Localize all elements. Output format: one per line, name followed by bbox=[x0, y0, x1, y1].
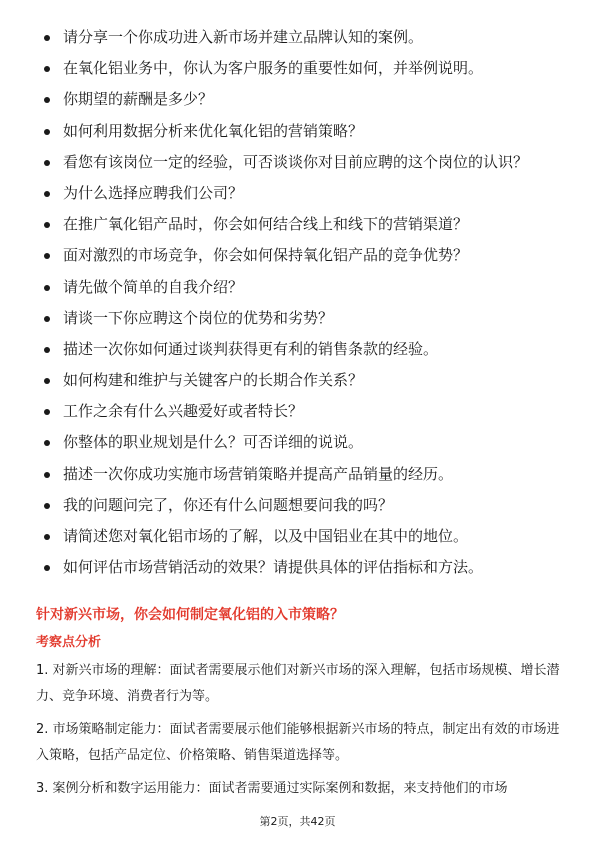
analysis-body bbox=[36, 658, 562, 810]
list-item: 看您有该岗位一定的经验，可否谈谈你对目前应聘的这个岗位的认识？ bbox=[44, 152, 564, 173]
list-item: 请先做个简单的自我介绍？ bbox=[44, 277, 564, 298]
list-item: 我的问题问完了，你还有什么问题想要问我的吗？ bbox=[44, 495, 564, 516]
bullet-icon bbox=[44, 285, 50, 291]
list-item: 描述一次你成功实施市场营销策略并提高产品销量的经历。 bbox=[44, 464, 564, 485]
bullet-icon bbox=[44, 129, 50, 135]
analysis-paragraph: 3. 案例分析和数字运用能力：面试者需要通过实际案例和数据，来支持他们的市场 bbox=[36, 781, 508, 796]
bullet-icon bbox=[44, 66, 50, 72]
analysis-paragraph: 1. 对新兴市场的理解：面试者需要展示他们对新兴市场的深入理解，包括市场规模、增长潜力、竞争环境、消费者行为等。 bbox=[36, 663, 560, 704]
list-item: 在氧化铝业务中，你认为客户服务的重要性如何，并举例说明。 bbox=[44, 58, 564, 79]
page-number: 第2页，共42页 bbox=[259, 815, 336, 828]
list-item: 描述一次你如何通过谈判获得更有利的销售条款的经验。 bbox=[44, 339, 564, 360]
list-item: 请谈一下你应聘这个岗位的优势和劣势？ bbox=[44, 308, 564, 329]
bullet-icon bbox=[44, 347, 50, 353]
bullet-icon bbox=[44, 440, 50, 446]
list-item: 你整体的职业规划是什么？可否详细的说说。 bbox=[44, 432, 564, 453]
list-item: 面对激烈的市场竞争，你会如何保持氧化铝产品的竞争优势？ bbox=[44, 245, 564, 266]
bullet-icon bbox=[44, 378, 50, 384]
bullet-icon bbox=[44, 35, 50, 41]
list-item: 你期望的薪酬是多少？ bbox=[44, 89, 564, 110]
list-item: 如何构建和维护与关键客户的长期合作关系？ bbox=[44, 370, 564, 391]
list-item: 请简述您对氧化铝市场的了解，以及中国铝业在其中的地位。 bbox=[44, 526, 564, 547]
bullet-icon bbox=[44, 565, 50, 571]
bullet-icon bbox=[44, 534, 50, 540]
list-item: 如何评估市场营销活动的效果？请提供具体的评估指标和方法。 bbox=[44, 557, 564, 578]
list-item: 为什么选择应聘我们公司？ bbox=[44, 183, 564, 204]
list-item: 在推广氧化铝产品时，你会如何结合线上和线下的营销渠道？ bbox=[44, 214, 564, 235]
list-item: 如何利用数据分析来优化氧化铝的营销策略？ bbox=[44, 121, 564, 142]
bullet-icon bbox=[44, 503, 50, 509]
bullet-icon bbox=[44, 409, 50, 415]
list-item: 请分享一个你成功进入新市场并建立品牌认知的案例。 bbox=[44, 27, 564, 48]
bullet-icon bbox=[44, 222, 50, 228]
bullet-icon bbox=[44, 472, 50, 478]
analysis-paragraph: 2. 市场策略制定能力：面试者需要展示他们能够根据新兴市场的特点，制定出有效的市场进入策略，包括产品定位、价格策略、销售渠道选择等。 bbox=[36, 722, 560, 763]
bullet-icon bbox=[44, 316, 50, 322]
bullet-icon bbox=[44, 191, 50, 197]
section-heading: 考察点分析 bbox=[36, 635, 102, 650]
list-item: 工作之余有什么兴趣爱好或者特长？ bbox=[44, 401, 564, 422]
bullet-icon bbox=[44, 253, 50, 259]
question-list bbox=[44, 27, 564, 588]
bullet-icon bbox=[44, 160, 50, 166]
question-heading: 针对新兴市场，你会如何制定氧化铝的入市策略？ bbox=[36, 607, 344, 623]
bullet-icon bbox=[44, 97, 50, 103]
